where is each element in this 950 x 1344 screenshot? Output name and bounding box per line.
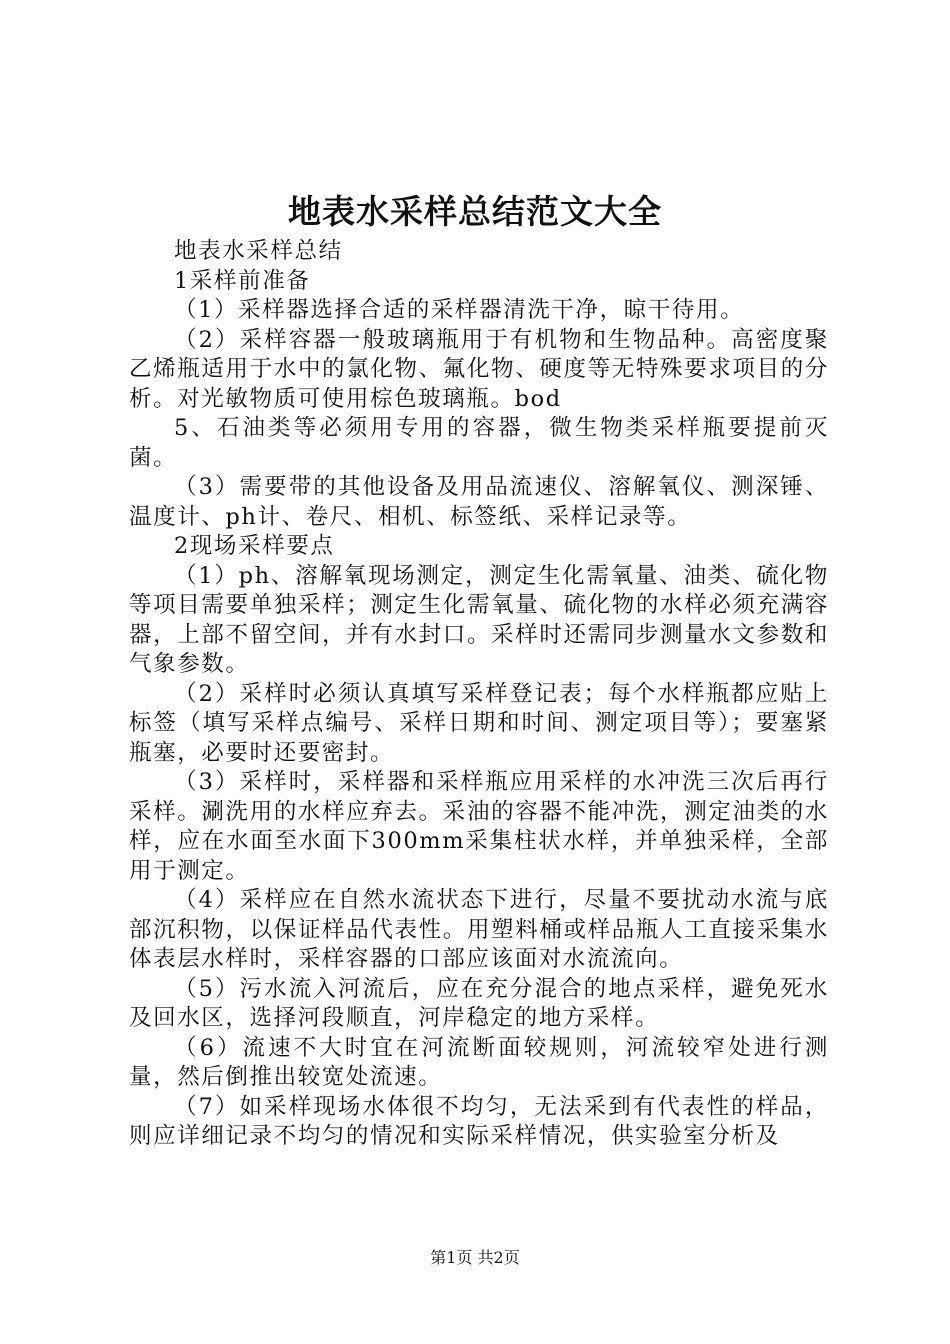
- paragraph: （3）需要带的其他设备及用品流速仪、溶解氧仪、测深锤、温度计、ph计、卷尺、相机、标签纸、采样记录等。: [129, 474, 829, 530]
- paragraph: 2现场采样要点: [174, 533, 335, 559]
- paragraph: 5、石油类等必须用专用的容器，微生物类采样瓶要提前灭菌。: [129, 415, 829, 471]
- paragraph: （6）流速不大时宜在河流断面较规则，河流较窄处进行测量，然后倒推出较宽处流速。: [129, 1034, 829, 1090]
- paragraph: （7）如采样现场水体很不均匀，无法采到有代表性的样品，则应详细记录不均匀的情况和实际采样情况，供实验室分析及: [129, 1093, 829, 1149]
- paragraph: 地表水采样总结: [174, 238, 343, 264]
- page-number: 第1页 共2页: [430, 1248, 520, 1267]
- document-body: [129, 237, 829, 1152]
- paragraph: （1）采样器选择合适的采样器清洗干净，晾干待用。: [174, 297, 745, 323]
- paragraph: （4）采样应在自然水流状态下进行，尽量不要扰动水流与底部沉积物，以保证样品代表性。用塑料桶或样品瓶人工直接采集水体表层水样时，采样容器的口部应该面对水流流向。: [129, 887, 829, 972]
- paragraph: （1）ph、溶解氧现场测定，测定生化需氧量、油类、硫化物等项目需要单独采样；测定生化需氧量、硫化物的水样必须充满容器，上部不留空间，并有水封口。采样时还需同步测量水文参数和气象参数。: [129, 562, 829, 677]
- paragraph: 1采样前准备: [174, 267, 311, 294]
- paragraph: （3）采样时，采样器和采样瓶应用采样的水冲洗三次后再行采样。涮洗用的水样应弃去。采油的容器不能冲洗，测定油类的水样，应在水面至水面下300mm采集柱状水样，并单独采样，全部用于测定。: [129, 769, 829, 884]
- paragraph: （2）采样时必须认真填写采样登记表；每个水样瓶都应贴上标签（填写采样点编号、采样日期和时间、测定项目等）；要塞紧瓶塞，必要时还要密封。: [129, 680, 829, 766]
- paragraph: （5）污水流入河流后，应在充分混合的地点采样，避免死水及回水区，选择河段顺直，河岸稳定的地方采样。: [129, 975, 829, 1031]
- paragraph: （2）采样容器一般玻璃瓶用于有机物和生物品种。高密度聚乙烯瓶适用于水中的氯化物、氟化物、硬度等无特殊要求项目的分析。对光敏物质可使用棕色玻璃瓶。bod: [129, 326, 829, 412]
- document-title: 地表水采样总结范文大全: [288, 192, 662, 231]
